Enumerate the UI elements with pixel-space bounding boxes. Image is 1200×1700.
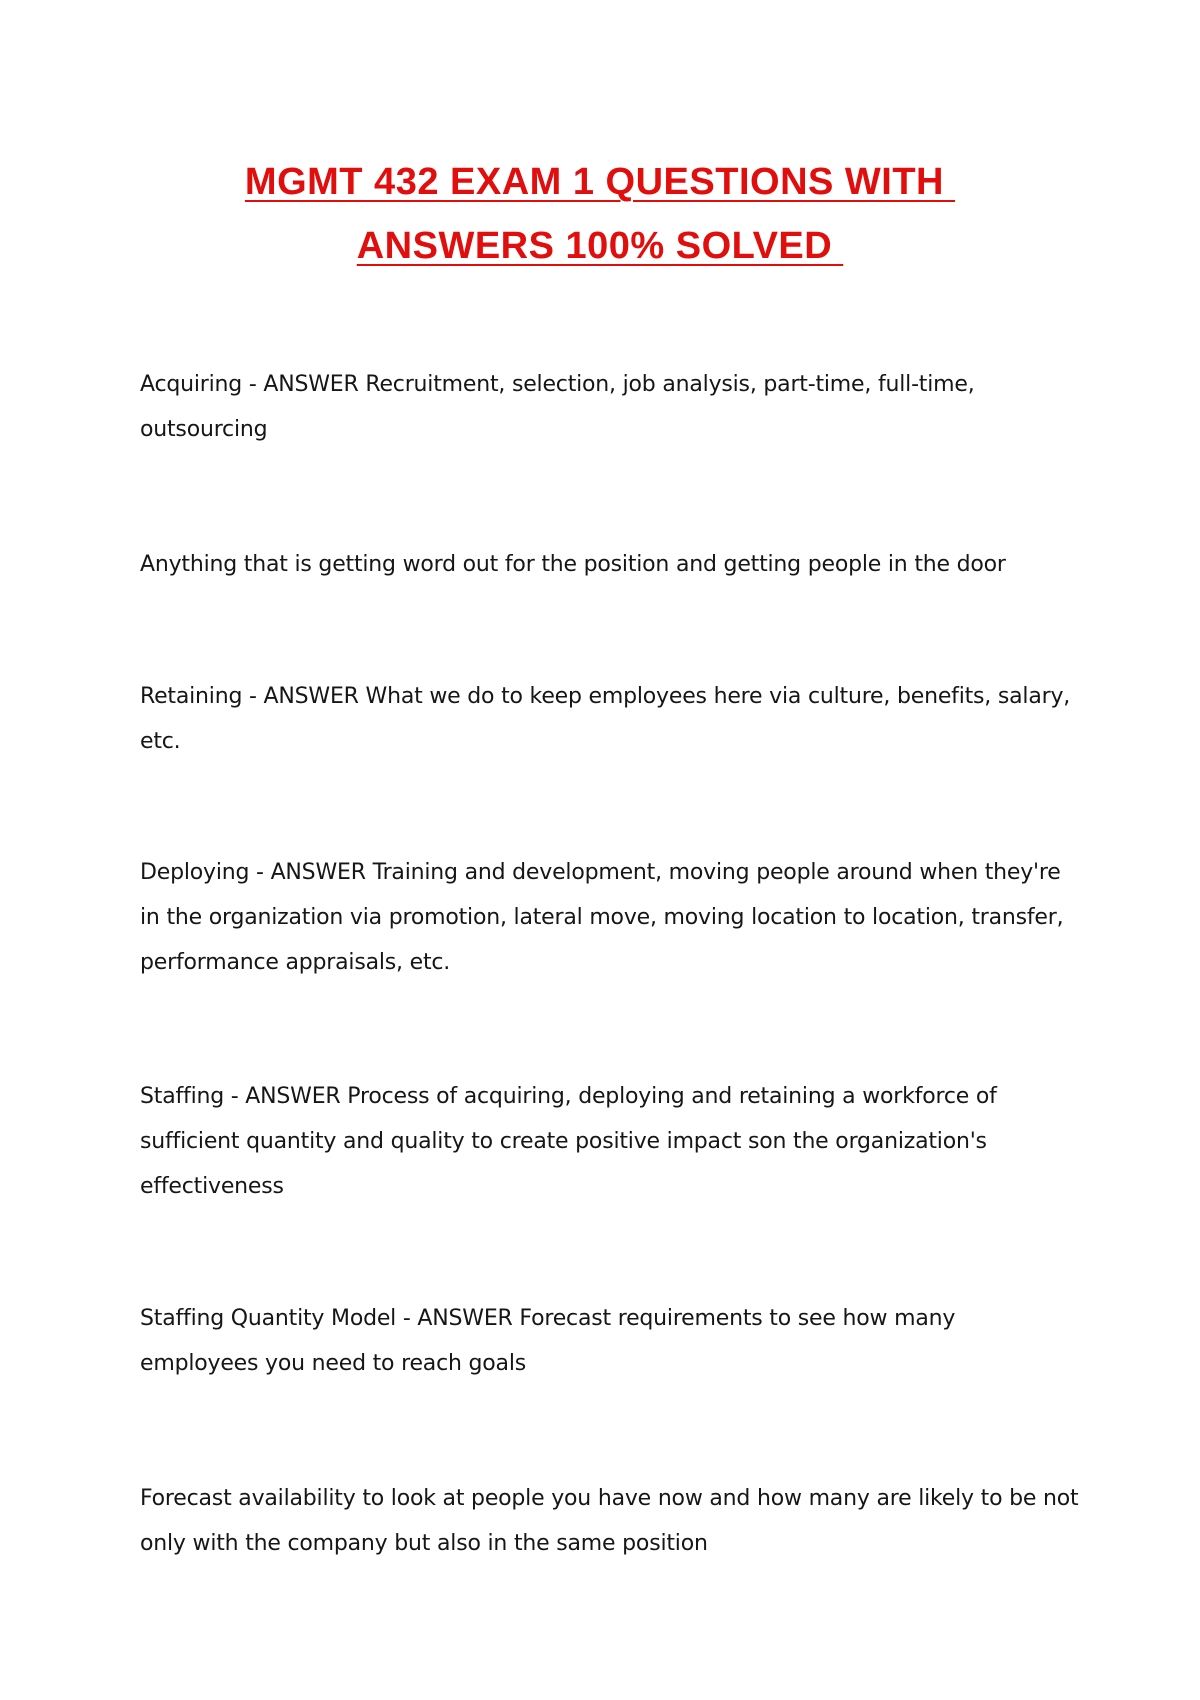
entry-forecast-availability: Forecast availability to look at people you have now and how many are likely to be not only with the company but also in the same position [140, 1486, 1079, 1556]
entry-deploying: Deploying - ANSWER Training and development, moving people around when they're in the organization via promotion, lateral move, moving location to location, transfer, performance appraisals, etc. [140, 860, 1064, 975]
entry-recruitment-note: Anything that is getting word out for the position and getting people in the door [140, 552, 1006, 577]
entry-staffing-quantity-model: Staffing Quantity Model - ANSWER Forecast requirements to see how many employees you need to reach goals [140, 1306, 956, 1376]
entry-acquiring: Acquiring - ANSWER Recruitment, selection, job analysis, part-time, full-time, outsourcing [140, 372, 975, 442]
entry-staffing: Staffing - ANSWER Process of acquiring, deploying and retaining a workforce of sufficient quantity and quality to create positive impact son the organization's effectiveness [140, 1084, 997, 1199]
entry-retaining: Retaining - ANSWER What we do to keep employees here via culture, benefits, salary, etc. [140, 684, 1071, 754]
title-line-2: ANSWERS 100% SOLVED [356, 225, 844, 267]
document-title [0, 150, 1200, 278]
title-line-1: MGMT 432 EXAM 1 QUESTIONS WITH [244, 161, 956, 203]
